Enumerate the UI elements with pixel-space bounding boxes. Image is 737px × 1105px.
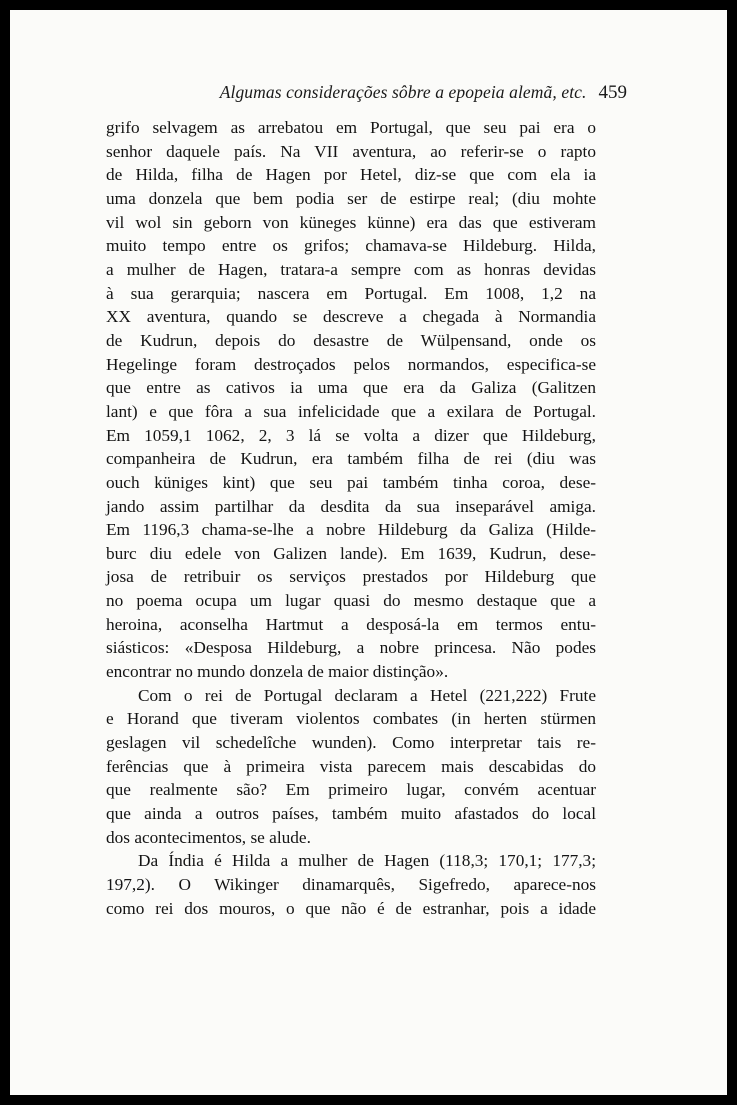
text-line: muito tempo entre os grifos; chamava-se Hildeburg. Hilda, [106, 236, 596, 256]
text-line: e Horand que tiveram violentos combates (in herten stürmen [106, 709, 596, 729]
text-line: Hegelinge foram destroçados pelos normandos, especifica-se [106, 354, 596, 374]
text-line: dos acontecimentos, se alude. [106, 827, 311, 847]
page-number: 459 [598, 82, 627, 103]
text-line: que entre as cativos ia uma que era da Galiza (Galitzen [106, 378, 596, 398]
text-line: a mulher de Hagen, tratara-a sempre com as honras devidas [106, 259, 596, 279]
text-line: que realmente são? Em primeiro lugar, convém acentuar [106, 780, 596, 800]
body-text [106, 116, 596, 920]
text-line: 197,2). O Wikinger dinamarquês, Sigefredo, aparece-nos [106, 875, 596, 894]
book-page [10, 10, 727, 1095]
text-line: Com o rei de Portugal declaram a Hetel (221,222) Frute [138, 685, 596, 705]
text-line: heroina, aconselha Hartmut a desposá-la em termos entu- [106, 614, 596, 634]
text-line: burc diu edele von Galizen lande). Em 1639, Kudrun, dese- [106, 543, 596, 563]
text-line: de Hilda, filha de Hagen por Hetel, diz-se que com ela ia [106, 165, 596, 185]
text-line: Em 1196,3 chama-se-lhe a nobre Hildeburg da Galiza (Hilde- [106, 520, 596, 540]
text-line: lant) e que fôra a sua infelicidade que a exilara de Portugal. [106, 401, 596, 421]
text-line: Da Índia é Hilda a mulher de Hagen (118,3; 170,1; 177,3; [138, 851, 596, 871]
text-line: josa de retribuir os serviços prestados por Hildeburg que [106, 567, 596, 587]
page-header [10, 82, 627, 104]
running-title: Algumas considerações sôbre a epopeia alemã, etc. [219, 82, 587, 102]
text-line: à sua gerarquia; nascera em Portugal. Em 1008, 1,2 na [106, 283, 596, 303]
text-line: jando assim partilhar da desdita da sua inseparável amiga. [106, 496, 596, 516]
text-line: uma donzela que bem podia ser de estirpe real; (diu mohte [106, 188, 596, 208]
text-line: de Kudrun, depois do desastre de Wülpensand, onde os [106, 330, 596, 350]
text-line: ferências que à primeira vista parecem mais descabidas do [106, 756, 596, 776]
text-line: companheira de Kudrun, era também filha de rei (diu was [106, 449, 596, 469]
text-line: grifo selvagem as arrebatou em Portugal, que seu pai era o [106, 118, 596, 137]
text-line: XX aventura, quando se descreve a chegada à Normandia [106, 307, 596, 327]
text-line: siásticos: «Desposa Hildeburg, a nobre princesa. Não podes [106, 638, 596, 658]
text-line: no poema ocupa um lugar quasi do mesmo destaque que a [106, 591, 596, 611]
text-line: ouch küniges kint) que seu pai também tinha coroa, dese- [106, 472, 596, 492]
text-line: como rei dos mouros, o que não é de estranhar, pois a idade [106, 898, 596, 918]
text-line: que ainda a outros países, também muito afastados do local [106, 804, 596, 824]
text-line: encontrar no mundo donzela de maior distinção». [106, 662, 449, 682]
text-line: vil wol sin geborn von küneges künne) era das que estiveram [106, 212, 596, 232]
text-line: Em 1059,1 1062, 2, 3 lá se volta a dizer que Hildeburg, [106, 425, 596, 445]
text-line: geslagen vil schedelîche wunden). Como interpretar tais re- [106, 733, 596, 753]
text-line: senhor daquele país. Na VII aventura, ao referir-se o rapto [106, 141, 596, 161]
